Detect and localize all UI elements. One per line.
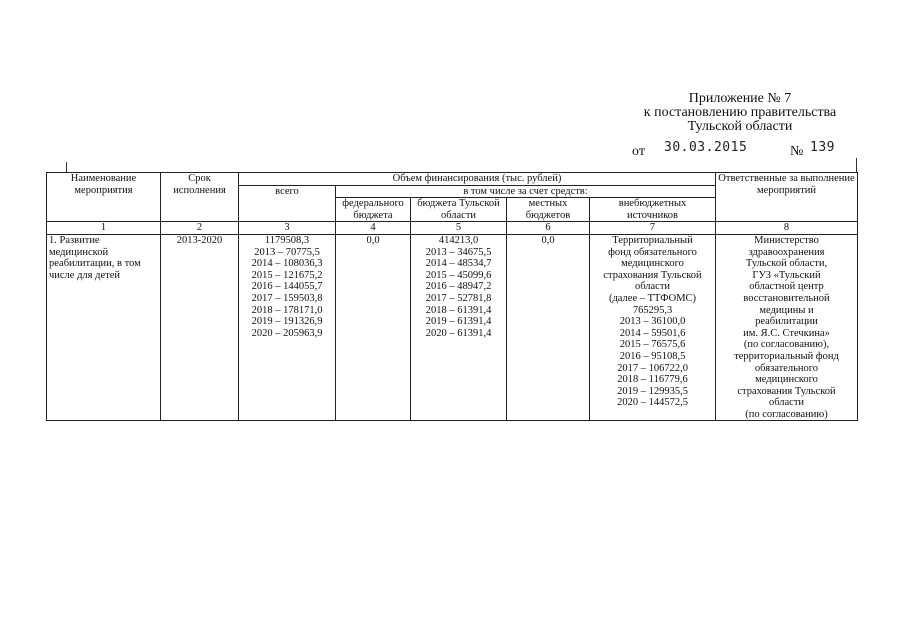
row-name: 1. Развитие медицинской реабилитации, в том числе для детей [47,234,161,421]
appendix-decree-ref: к постановлению правительства [643,105,837,120]
decree-from-label: от [632,144,645,159]
header-regional: бюджета Тульской области [411,198,507,222]
table-row [47,234,858,421]
column-number: 2 [161,222,239,235]
table-right-tick [856,158,857,172]
decree-number-label: № [790,144,804,159]
funding-table [46,172,858,421]
row-federal: 0,0 [336,234,411,421]
column-number: 5 [411,222,507,235]
row-total: 1179508,3 2013 – 70775,5 2014 – 108036,3 2015 – 121675,2 2016 – 144055,7 2017 – 159503,8 2018 – 178171,0 2019 – 191326,9 2020 – 205963,9 [239,234,336,421]
header-local: местных бюджетов [507,198,590,222]
table-left-tick [66,162,67,172]
header-extra: внебюджетных источников [590,198,716,222]
column-number: 1 [47,222,161,235]
header-name: Наименование мероприятия [47,173,161,222]
column-number-row [47,222,858,235]
decree-date: 30.03.2015 [664,140,748,155]
column-number: 8 [716,222,858,235]
appendix-region: Тульской области [687,119,793,134]
column-number: 4 [336,222,411,235]
header-responsible: Ответственные за выполнение мероприятий [716,173,858,222]
row-term: 2013-2020 [161,234,239,421]
appendix-header [610,92,870,134]
appendix-title: Приложение № 7 [688,91,792,106]
decree-number: 139 [810,140,835,155]
column-number: 6 [507,222,590,235]
row-responsible: Министерство здравоохранения Тульской области, ГУЗ «Тульский областной центр восстановительной медицины и реабилитации им. Я.С. Стечкина» (по согласованию), территориальный фонд обязательного медицинского страхования Тульской области (по согласованию) [716,234,858,421]
header-term: Срок исполнения [161,173,239,222]
header-funding: Объем финансирования (тыс. рублей) [239,173,716,186]
column-number: 7 [590,222,716,235]
row-regional: 414213,0 2013 – 34675,5 2014 – 48534,7 2015 – 45099,6 2016 – 48947,2 2017 – 52781,8 2018 – 61391,4 2019 – 61391,4 2020 – 61391,4 [411,234,507,421]
column-number: 3 [239,222,336,235]
row-local: 0,0 [507,234,590,421]
header-total: всего [239,185,336,222]
header-including: в том числе за счет средств: [336,185,716,198]
header-federal: федерального бюджета [336,198,411,222]
row-extra: Территориальный фонд обязательного медицинского страхования Тульской области (далее – ТТФОМС) 765295,3 2013 – 36100,0 2014 – 59501,6 2015 – 76575,6 2016 – 95108,5 2017 – 106722,0 2018 – 116779,6 2019 – 129935,5 2020 – 144572,5 [590,234,716,421]
